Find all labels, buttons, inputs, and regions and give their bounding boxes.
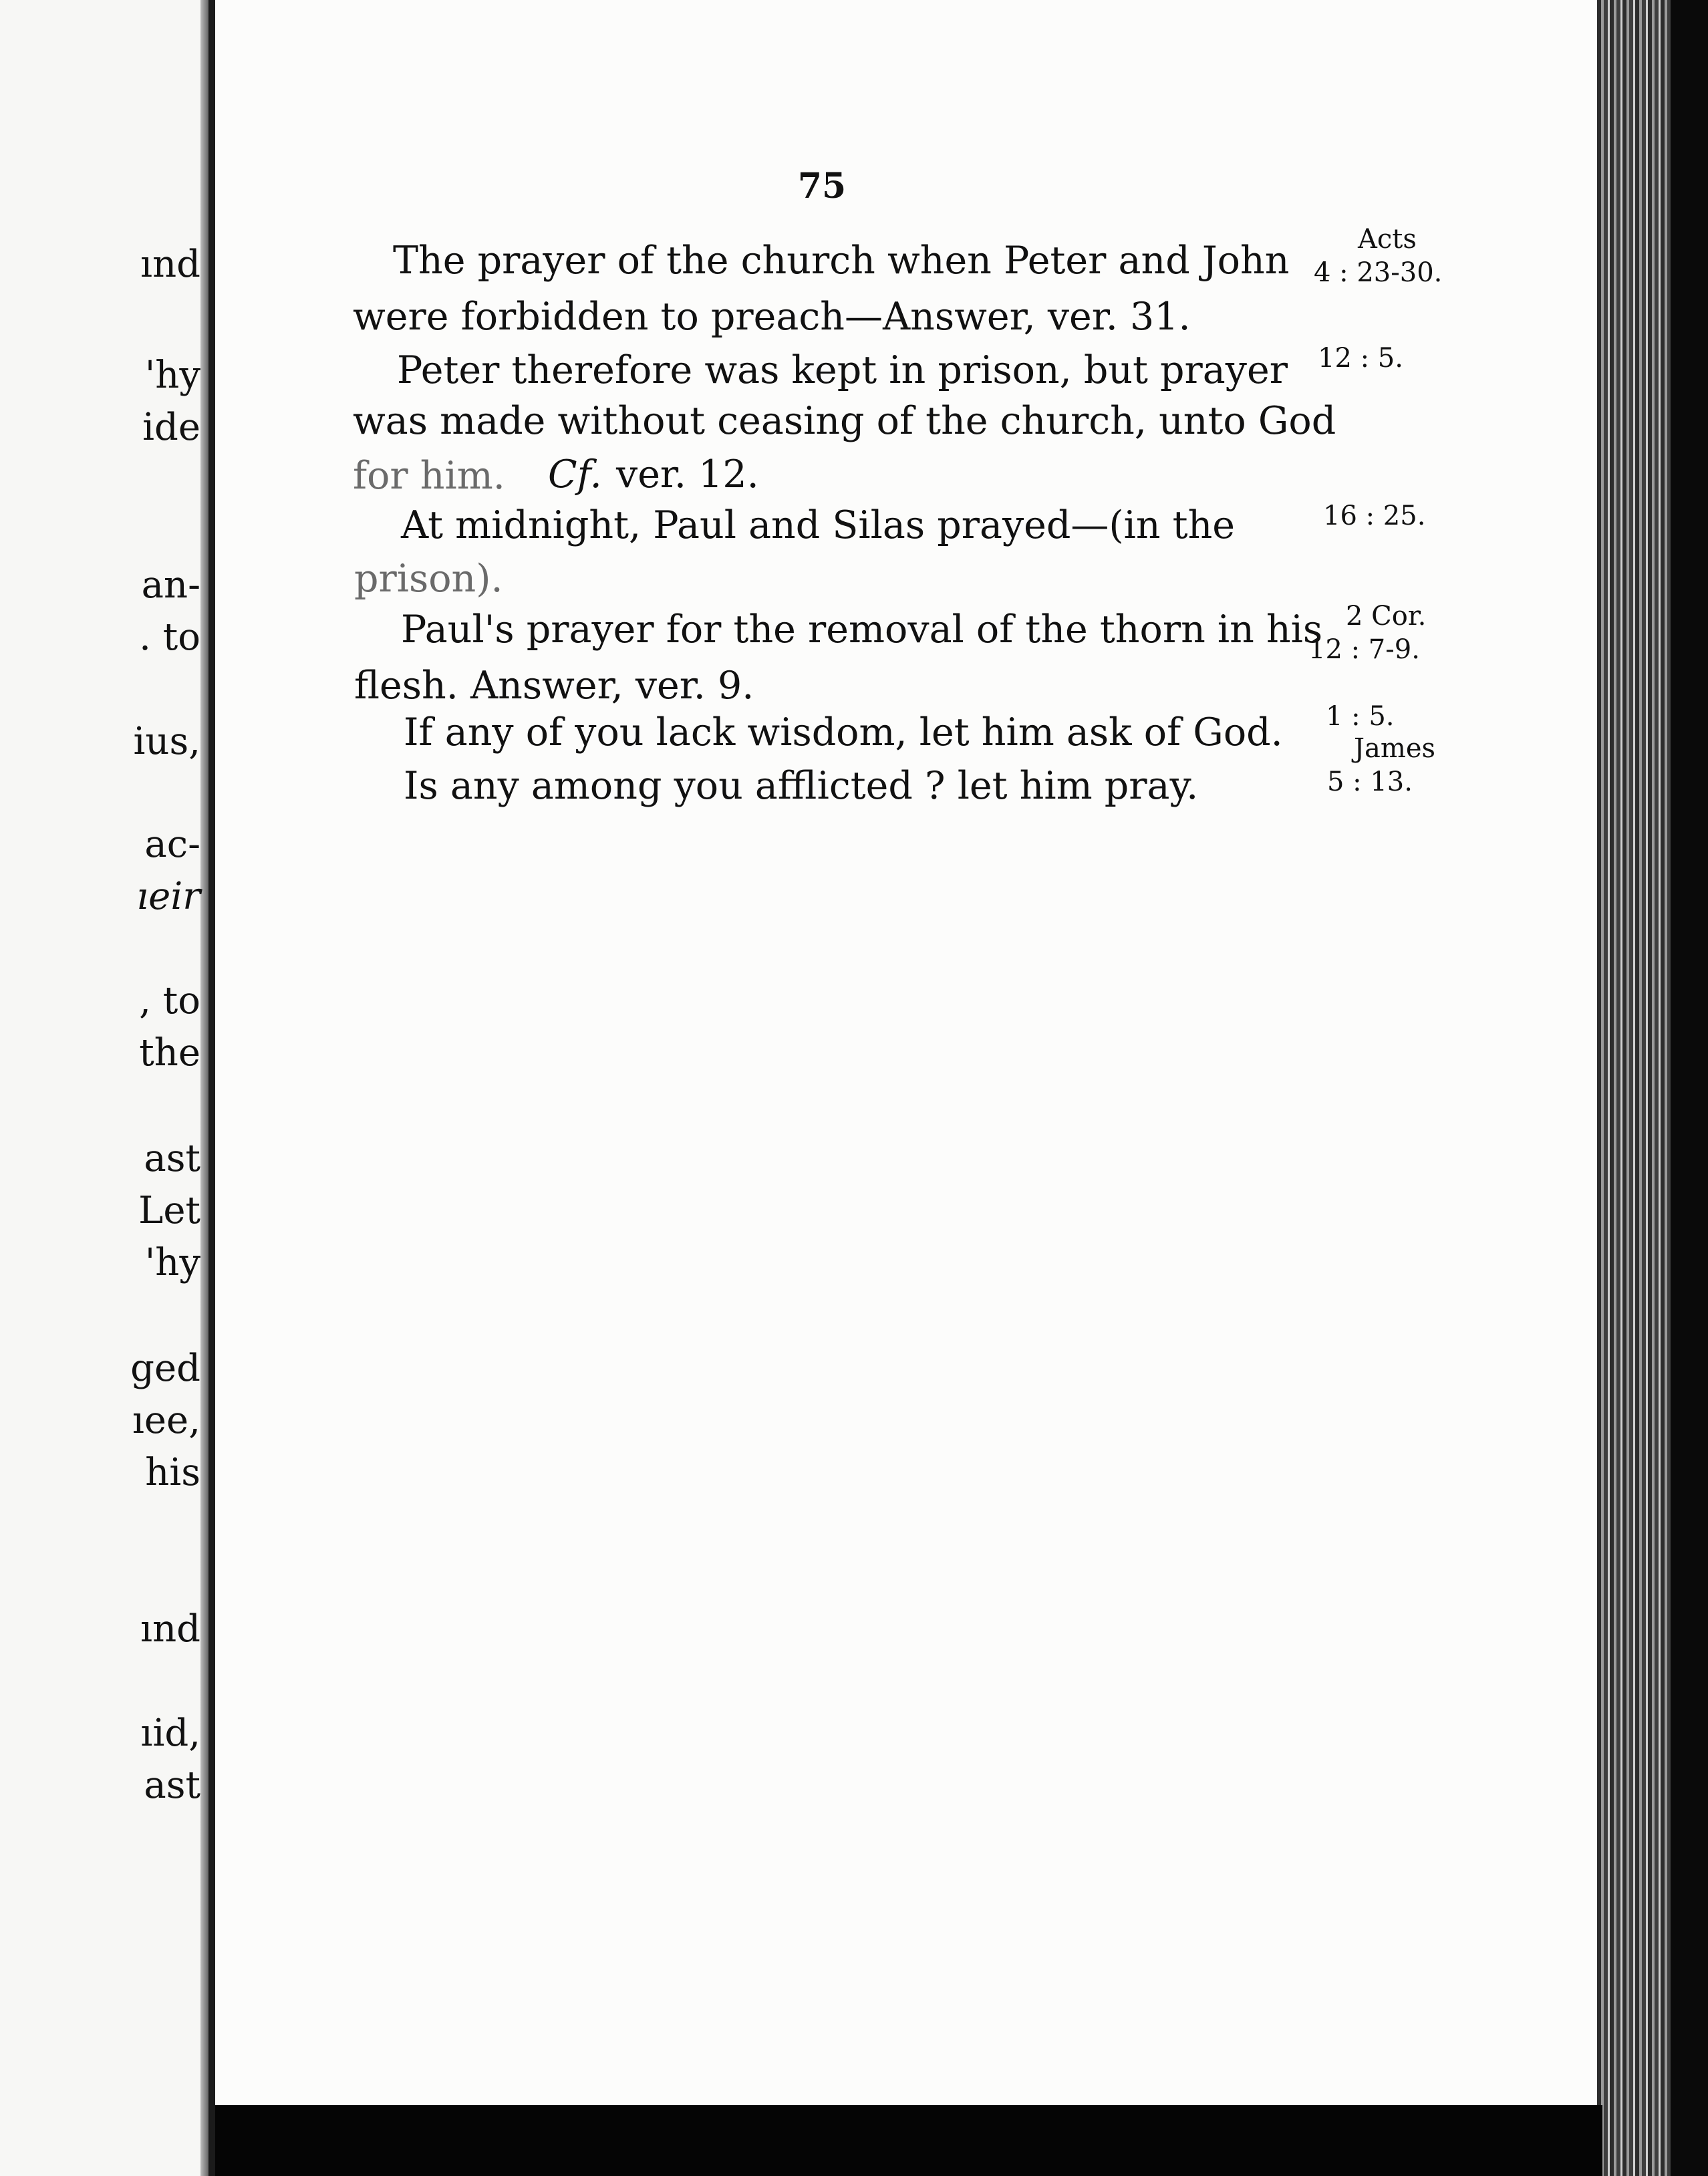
entry-text-line: Peter therefore was kept in prison, but prayer [397,348,1288,392]
scripture-reference: 5 : 13. [1327,767,1413,797]
fringe-line: ınd [140,1607,200,1651]
entry-text-line: were forbidden to preach—Answer, ver. 31. [353,295,1191,339]
cf-label: Cf. [548,452,602,497]
facing-page-edge [0,0,207,2176]
scripture-book: 2 Cor. [1346,601,1427,632]
scripture-reference: 16 : 25. [1323,501,1426,531]
entry-text-line: Paul's prayer for the removal of the thorn in his [401,607,1323,652]
fringe-line: ged [130,1347,200,1390]
scripture-book: James [1354,733,1436,764]
fringe-line: , to [139,979,200,1023]
fringe-line: ius, [133,720,200,763]
fringe-line: 'hy [144,354,200,397]
fringe-line: ıeir [136,875,200,918]
entry-text-line: If any of you lack wisdom, let him ask of God. [404,710,1283,755]
entry-text-line: At midnight, Paul and Silas prayed—(in the [401,503,1236,547]
cf-reference: ver. 12. [616,452,759,497]
fringe-line: ıid, [140,1712,200,1755]
gutter [208,0,215,2176]
fringe-line: 'hy [144,1241,200,1284]
page-edges [1597,0,1671,2176]
fringe-line: ac- [144,823,200,866]
entry-text-line: flesh. Answer, ver. 9. [354,664,754,708]
entry-text-line: was made without ceasing of the church, unto God [353,399,1336,443]
entry-text-line: for him. [353,454,505,498]
fringe-line: . to [139,616,200,659]
fringe-line: ınd [140,243,200,286]
scripture-reference: 12 : 5. [1318,343,1403,374]
entry-text-line: Is any among you afflicted ? let him pray. [404,764,1199,808]
fringe-line: ast [144,1137,200,1180]
scripture-reference: 12 : 7-9. [1308,634,1420,665]
scripture-book: Acts [1358,224,1417,255]
scripture-reference: 1 : 5. [1326,701,1395,732]
fringe-line: ide [142,406,200,449]
fringe-line: his [145,1451,200,1494]
fringe-line: ıee, [132,1399,200,1442]
fringe-line: ast [144,1764,200,1807]
entry-text-line: prison). [354,557,503,601]
fringe-line: the [139,1031,200,1075]
page-number: 75 [797,166,847,207]
scripture-reference: 4 : 23-30. [1314,257,1443,288]
entry-text-line: The prayer of the church when Peter and John [393,239,1290,283]
bottom-border [215,2105,1602,2176]
fringe-line: an- [141,563,200,607]
fringe-line: Let [138,1189,200,1232]
